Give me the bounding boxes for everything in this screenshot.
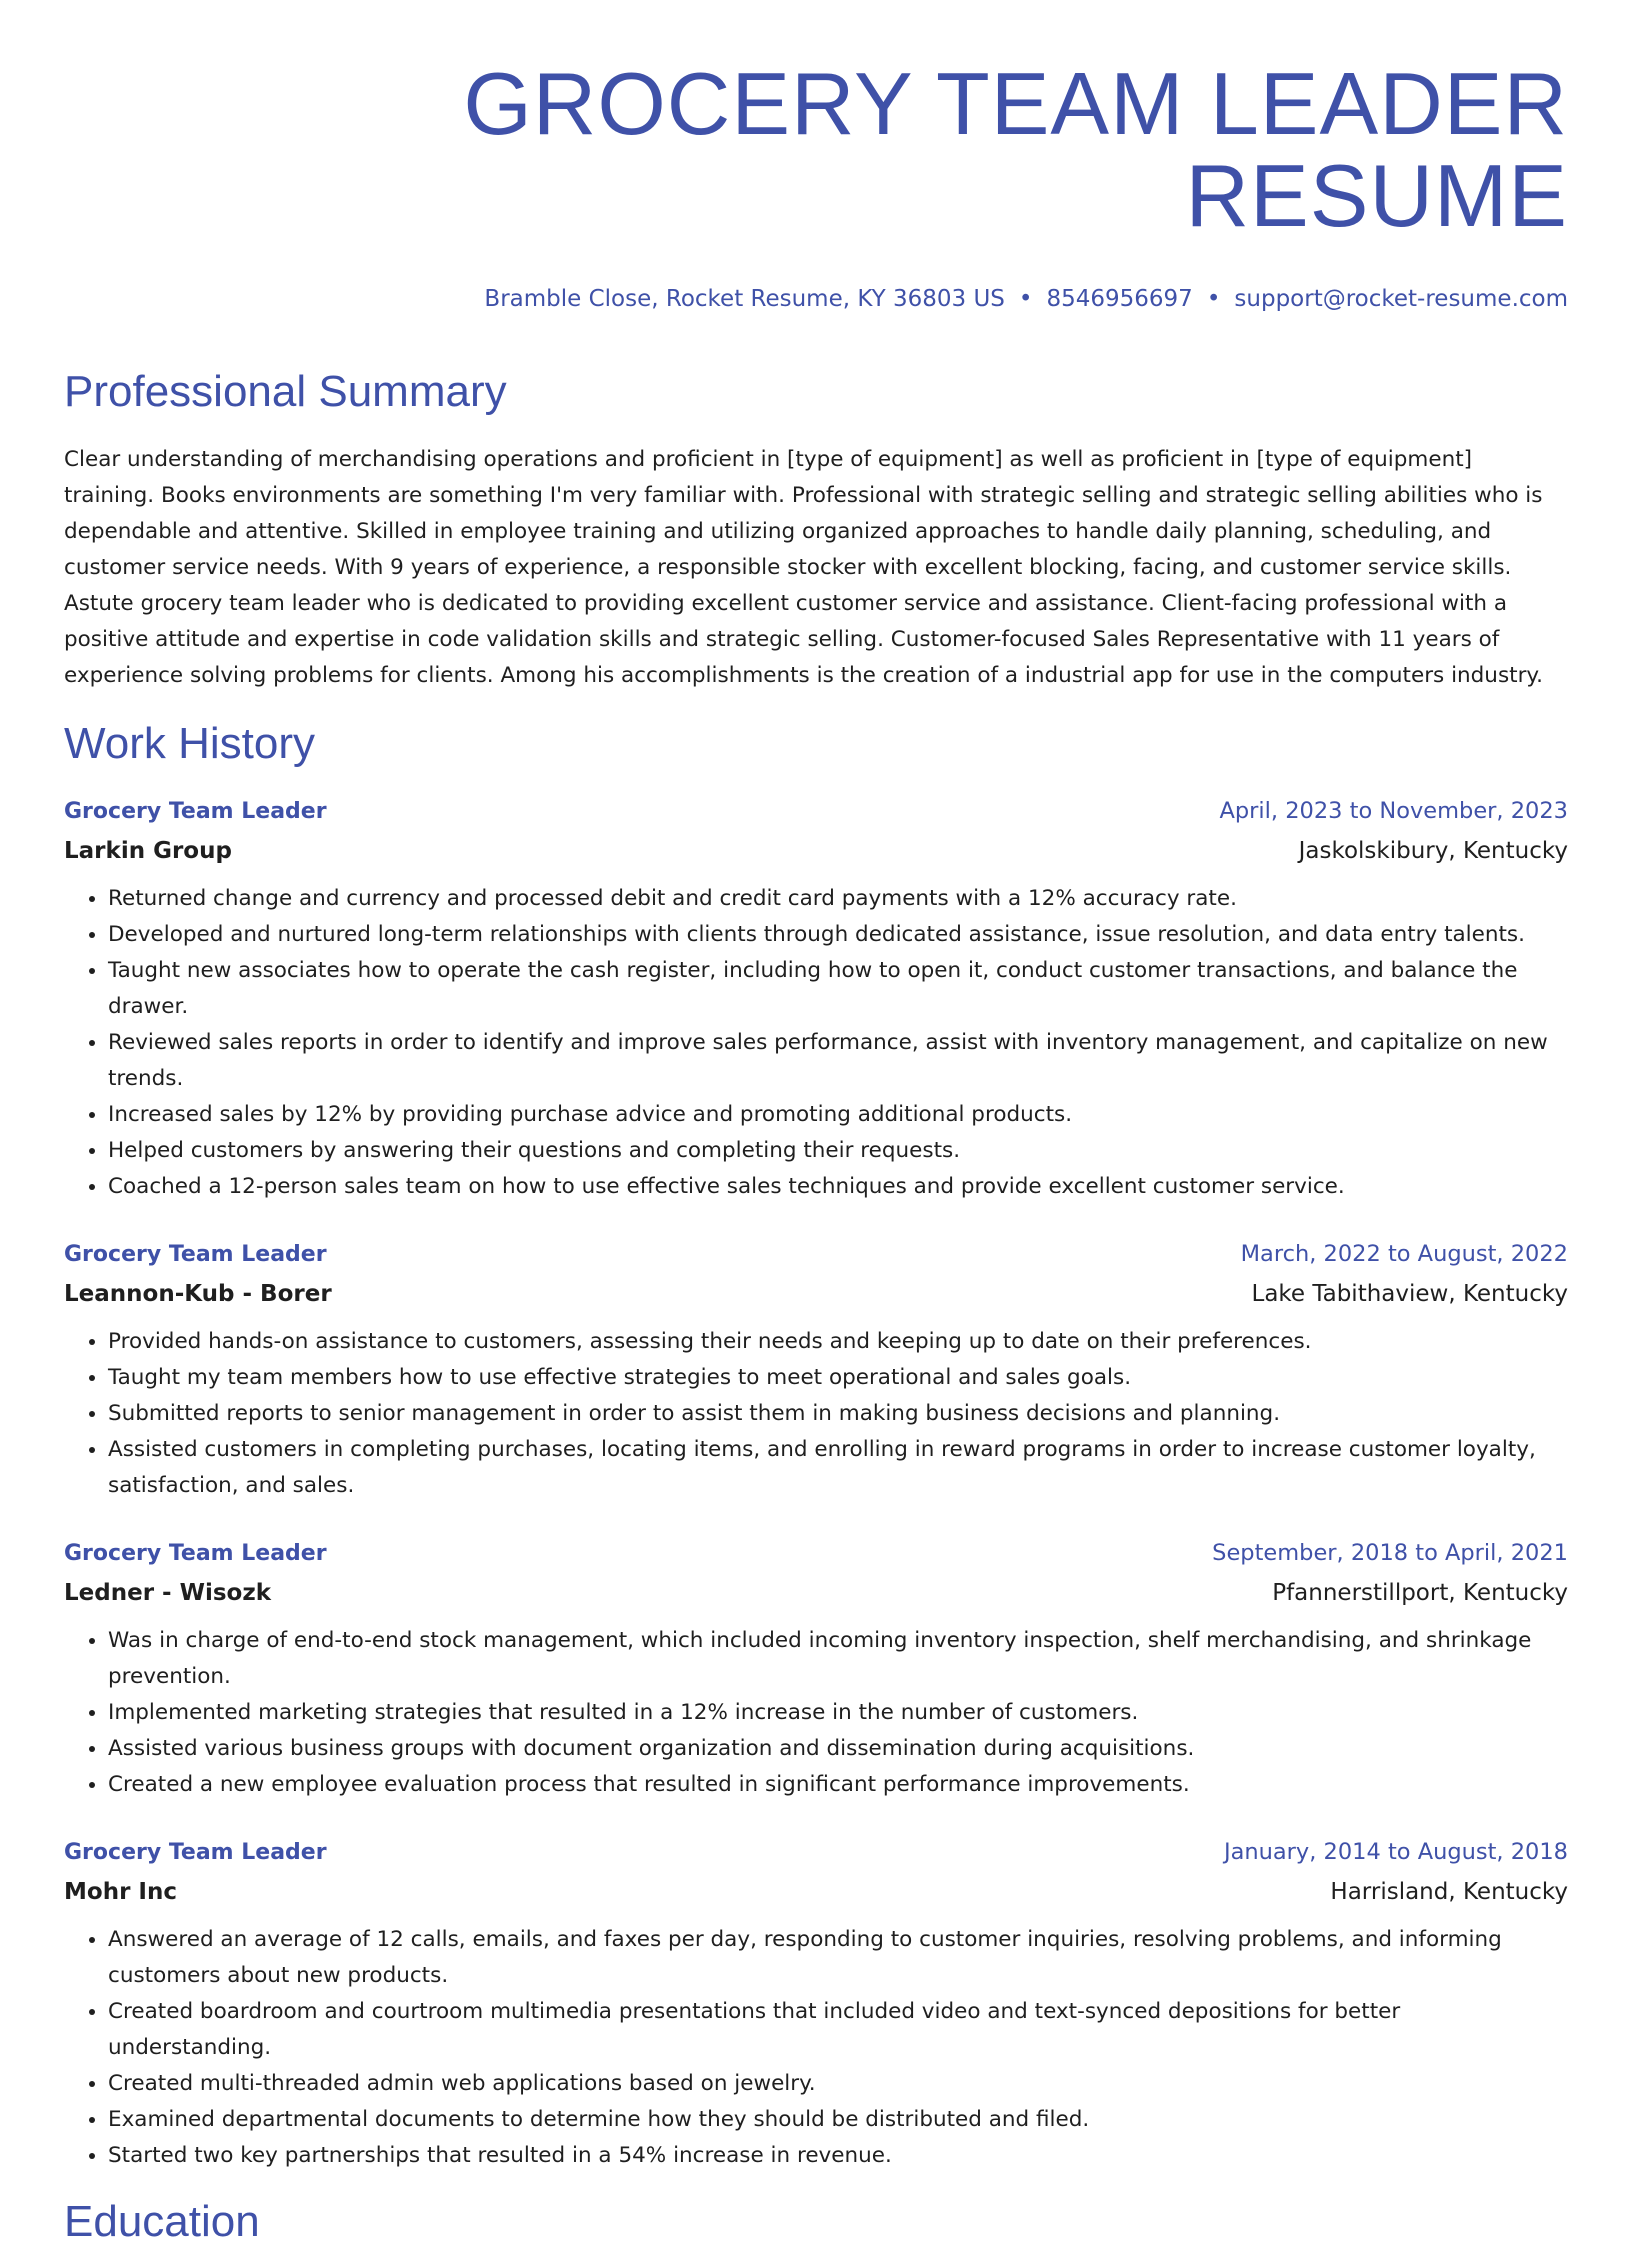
job-bullets — [64, 1623, 1568, 1803]
job-bullet: • Created a new employee evaluation process that resulted in significant performance improvements. — [108, 1767, 1568, 1803]
job-bullet: • Examined departmental documents to determine how they should be distributed and filed. — [108, 2102, 1568, 2138]
job-bullet: • Helped customers by answering their questions and completing their requests. — [108, 1133, 1568, 1169]
job-bullet: • Coached a 12-person sales team on how to use effective sales techniques and provide excellent customer service. — [108, 1169, 1568, 1205]
job-entry — [64, 792, 1568, 1205]
work-history-heading: Work History — [64, 719, 315, 768]
job-title: Grocery Team Leader — [64, 799, 327, 824]
job-dates: September, 2018 to April, 2021 — [1212, 1540, 1568, 1566]
contact-separator: • — [1018, 286, 1033, 312]
job-bullet: • Taught new associates how to operate the cash register, including how to open it, conduct customer transactions, and balance the drawer. — [108, 953, 1568, 1025]
job-bullet: • Created multi-threaded admin web applications based on jewelry. — [108, 2066, 1568, 2102]
job-dates: April, 2023 to November, 2023 — [1219, 798, 1568, 824]
job-bullet: • Implemented marketing strategies that resulted in a 12% increase in the number of customers. — [108, 1695, 1568, 1731]
job-entry — [64, 1534, 1568, 1803]
contact-separator: • — [1206, 286, 1221, 312]
job-bullet: • Submitted reports to senior management in order to assist them in making business decisions and planning. — [108, 1396, 1568, 1432]
contact-address: Bramble Close, Rocket Resume, KY 36803 US — [484, 286, 1005, 312]
job-bullet: • Reviewed sales reports in order to identify and improve sales performance, assist with inventory management, and capitalize on new trends. — [108, 1025, 1568, 1097]
education-heading: Education — [64, 2197, 260, 2246]
job-location: Harrisland, Kentucky — [1330, 1879, 1568, 1905]
job-bullet: • Returned change and currency and processed debit and credit card payments with a 12% accuracy rate. — [108, 881, 1568, 917]
job-title: Grocery Team Leader — [64, 1242, 327, 1267]
summary-text: Clear understanding of merchandising operations and proficient in [type of equipment] as well as proficient in [type of equipment] training. Books environments are something I'm very familiar with. Professional with strategic selling and strategic selling abilities who is dependable and attentive. Skilled in employee training and utilizing organized approaches to handle daily planning, scheduling, and customer service needs. With 9 years of experience, a responsible stocker with excellent blocking, facing, and customer service skills. Astute grocery team leader who is dedicated to providing excellent customer service and assistance. Client-facing professional with a positive attitude and expertise in code validation skills and strategic selling. Customer-focused Sales Representative with 11 years of experience solving problems for clients. Among his accomplishments is the creation of a industrial app for use in the computers industry. — [64, 447, 1543, 688]
job-bullet: • Increased sales by 12% by providing purchase advice and promoting additional products. — [108, 1097, 1568, 1133]
job-company: Larkin Group — [64, 838, 232, 864]
job-bullet: • Provided hands-on assistance to customers, assessing their needs and keeping up to date on their preferences. — [108, 1324, 1568, 1360]
job-bullet: • Was in charge of end-to-end stock management, which included incoming inventory inspection, shelf merchandising, and shrinkage prevention. — [108, 1623, 1568, 1695]
job-bullet: • Developed and nurtured long-term relationships with clients through dedicated assistance, issue resolution, and data entry talents. — [108, 917, 1568, 953]
job-company: Leannon-Kub - Borer — [64, 1281, 332, 1307]
job-entry — [64, 1833, 1568, 2174]
contact-phone: 8546956697 — [1046, 286, 1193, 312]
job-title: Grocery Team Leader — [64, 1541, 327, 1566]
job-bullet: • Created boardroom and courtroom multimedia presentations that included video and text-synced depositions for better understanding. — [108, 1994, 1568, 2066]
contact-email: support@rocket-resume.com — [1234, 286, 1568, 312]
job-bullet: • Assisted various business groups with document organization and dissemination during acquisitions. — [108, 1731, 1568, 1767]
job-location: Jaskolskibury, Kentucky — [1298, 838, 1568, 864]
job-location: Pfannerstillport, Kentucky — [1272, 1580, 1568, 1606]
contact-line — [64, 284, 1568, 314]
job-bullets — [64, 881, 1568, 1205]
resume-title: GROCERY TEAM LEADER RESUME — [463, 54, 1568, 245]
job-company: Mohr Inc — [64, 1879, 177, 1905]
job-bullets — [64, 1324, 1568, 1504]
job-dates: March, 2022 to August, 2022 — [1240, 1241, 1568, 1267]
job-bullet: • Taught my team members how to use effective strategies to meet operational and sales goals. — [108, 1360, 1568, 1396]
job-location: Lake Tabithaview, Kentucky — [1251, 1281, 1568, 1307]
work-history-list — [64, 792, 1568, 2174]
job-bullets — [64, 1922, 1568, 2174]
summary-heading: Professional Summary — [64, 367, 507, 416]
job-bullet: • Answered an average of 12 calls, emails, and faxes per day, responding to customer inquiries, resolving problems, and informing customers about new products. — [108, 1922, 1568, 1994]
job-bullet: • Assisted customers in completing purchases, locating items, and enrolling in reward programs in order to increase customer loyalty, satisfaction, and sales. — [108, 1432, 1568, 1504]
job-dates: January, 2014 to August, 2018 — [1223, 1839, 1568, 1865]
job-title: Grocery Team Leader — [64, 1840, 327, 1865]
job-company: Ledner - Wisozk — [64, 1580, 272, 1606]
job-entry — [64, 1235, 1568, 1504]
job-bullet: • Started two key partnerships that resulted in a 54% increase in revenue. — [108, 2138, 1568, 2174]
